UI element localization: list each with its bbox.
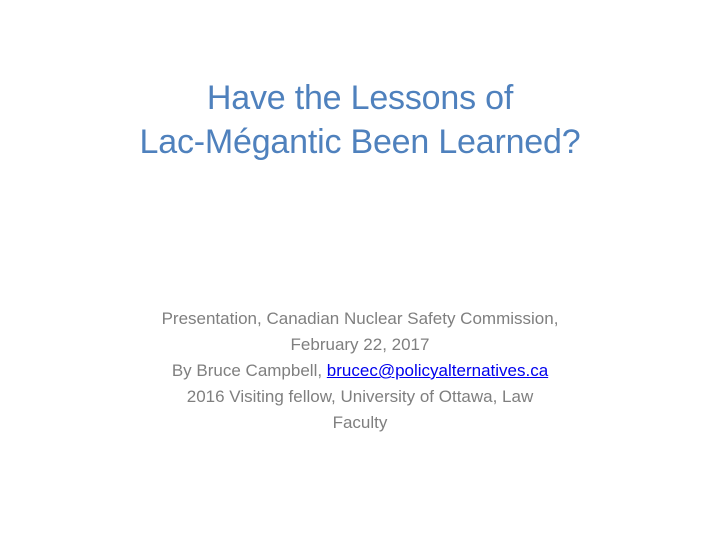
author-text: By Bruce Campbell, <box>171 361 327 380</box>
slide-title <box>0 76 720 164</box>
slide-subtitle <box>0 306 720 436</box>
title-line-1: Have the Lessons of <box>206 79 514 117</box>
subtitle-line-1: Presentation, Canadian Nuclear Safety Commission, <box>161 309 559 328</box>
subtitle-line-2: February 22, 2017 <box>290 335 430 354</box>
subtitle-line-5: Faculty <box>332 413 388 432</box>
subtitle-line-4: 2016 Visiting fellow, University of Ottawa, Law <box>186 387 534 406</box>
subtitle-line-3 <box>0 358 720 384</box>
email-link[interactable]: brucec@policyalternatives.ca <box>326 361 549 380</box>
title-line-2: Lac-Mégantic Been Learned? <box>139 123 581 161</box>
